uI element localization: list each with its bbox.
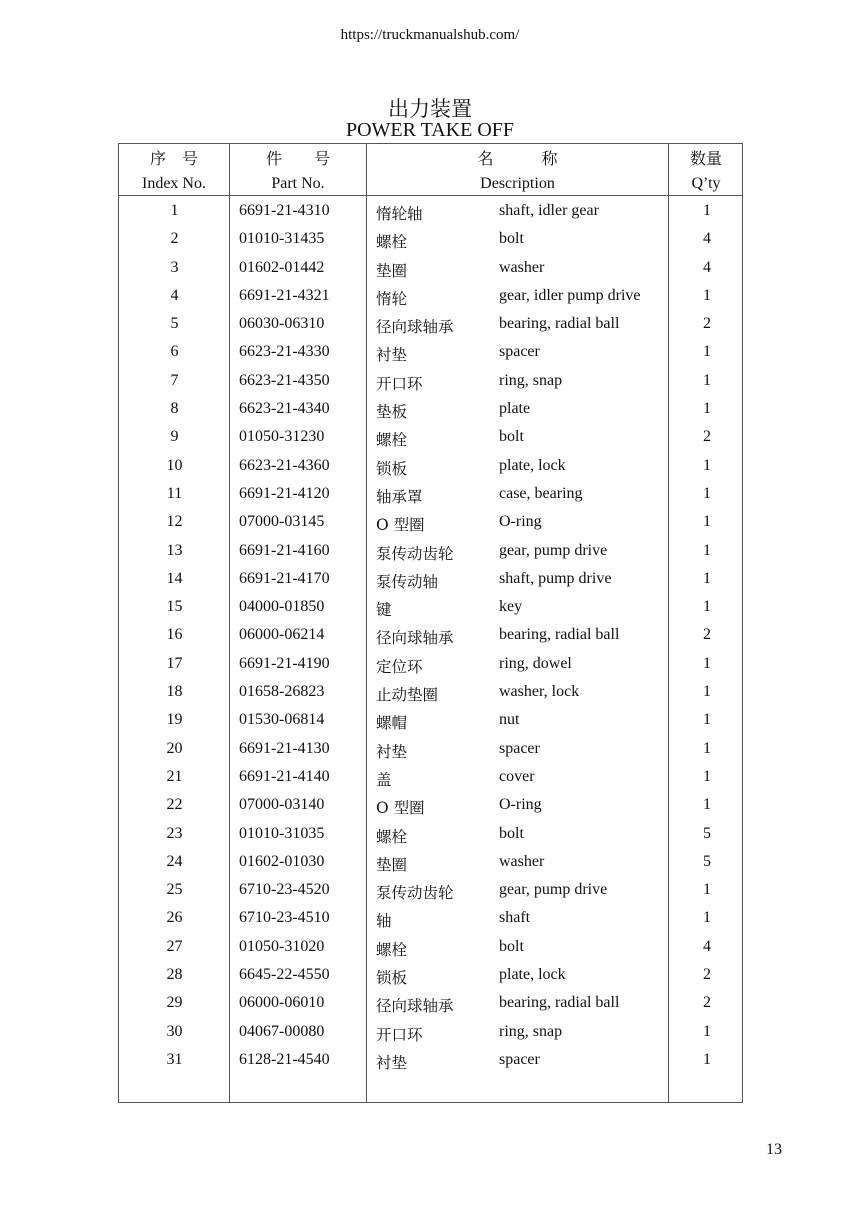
quantity-cell: 1	[703, 1050, 711, 1068]
part-number-cell: 07000-03145	[239, 513, 325, 531]
description-en-cell: plate, lock	[499, 966, 566, 984]
index-cell: 20	[166, 739, 183, 757]
quantity-cell: 2	[703, 315, 711, 333]
quantity-cell: 1	[703, 456, 711, 474]
index-cell: 3	[170, 258, 179, 276]
description-cn-cell: 锁板	[376, 969, 408, 988]
description-en-cell: ring, snap	[499, 371, 563, 389]
index-cell: 8	[170, 400, 179, 418]
index-cell: 16	[166, 626, 183, 644]
index-cell: 22	[166, 796, 183, 814]
description-cn-cell: 径向球轴承	[376, 318, 454, 337]
index-cell: 19	[166, 711, 183, 729]
description-cn-cell: 径向球轴承	[376, 629, 454, 648]
part-number-cell: 6691-21-4160	[239, 541, 330, 559]
part-number-cell: 6691-21-4310	[239, 202, 330, 219]
table-row	[119, 653, 742, 681]
description-en-cell: spacer	[499, 1050, 540, 1068]
quantity-cell: 1	[703, 767, 711, 785]
description-cn-cell: 泵传动齿轮	[376, 544, 454, 563]
index-cell: 21	[166, 767, 183, 785]
index-cell: 4	[170, 286, 179, 304]
index-cell: 13	[166, 541, 183, 559]
part-number-cell: 6691-21-4170	[239, 569, 330, 587]
quantity-cell: 4	[703, 937, 711, 955]
description-en-cell: ring, snap	[499, 1022, 563, 1040]
header-part-cn: 件 号	[265, 149, 330, 168]
description-en-cell: gear, pump drive	[499, 541, 608, 559]
index-cell: 6	[170, 343, 179, 361]
part-number-cell: 6710-23-4520	[239, 881, 330, 899]
table-row	[119, 257, 742, 285]
description-en-cell: plate, lock	[499, 456, 566, 474]
quantity-cell: 1	[703, 286, 711, 304]
header-quantity-en: Q’ty	[691, 175, 721, 192]
quantity-cell: 2	[703, 994, 711, 1012]
quantity-cell: 1	[703, 909, 711, 927]
table-row	[119, 398, 742, 426]
description-en-cell: bolt	[499, 937, 524, 955]
table-row	[119, 709, 742, 737]
description-en-cell: spacer	[499, 343, 540, 361]
header-quantity	[669, 146, 743, 196]
quantity-cell: 2	[703, 966, 711, 984]
quantity-cell: 1	[703, 881, 711, 899]
header-quantity-cn: 数量	[689, 149, 722, 168]
description-en-cell: bolt	[499, 428, 524, 446]
description-en-cell: bearing, radial ball	[499, 315, 620, 333]
quantity-cell: 1	[703, 711, 711, 729]
index-cell: 1	[170, 202, 179, 219]
description-cn-cell: 螺栓	[376, 233, 408, 252]
index-cell: 18	[166, 683, 183, 701]
index-cell: 14	[166, 569, 183, 587]
part-number-cell: 01530-06814	[239, 711, 325, 729]
description-en-cell: plate	[499, 400, 531, 418]
description-cn-cell: 垫圈	[376, 855, 408, 874]
part-number-cell: 6128-21-4540	[239, 1050, 330, 1068]
header-description-en: Description	[480, 175, 555, 192]
description-en-cell: washer	[499, 852, 545, 870]
description-en-cell: washer, lock	[499, 683, 580, 701]
index-cell: 5	[170, 315, 179, 333]
description-en-cell: cover	[499, 767, 535, 785]
quantity-cell: 1	[703, 513, 711, 531]
quantity-cell: 1	[703, 541, 711, 559]
description-cn-cell: 衬垫	[376, 1053, 408, 1072]
index-cell: 9	[170, 428, 179, 446]
quantity-cell: 4	[703, 230, 711, 248]
page-number: 13	[766, 1141, 782, 1158]
table-row	[119, 823, 742, 851]
description-en-cell: bolt	[499, 230, 524, 248]
part-number-cell: 04000-01850	[239, 598, 325, 616]
table-row	[119, 936, 742, 964]
table-row	[119, 624, 742, 652]
part-number-cell: 01010-31035	[239, 824, 325, 842]
table-row	[119, 341, 742, 369]
table-row	[119, 1049, 742, 1077]
part-number-cell: 01010-31435	[239, 230, 325, 248]
part-number-cell: 6645-22-4550	[239, 966, 330, 984]
part-number-cell: 6710-23-4510	[239, 909, 330, 927]
index-cell: 28	[166, 966, 183, 984]
part-number-cell: 6691-21-4120	[239, 484, 330, 502]
index-cell: 30	[166, 1022, 183, 1040]
part-number-cell: 6691-21-4190	[239, 654, 330, 672]
quantity-cell: 1	[703, 1022, 711, 1040]
parts-rows	[119, 200, 742, 1077]
header-index-cn: 序 号	[149, 149, 198, 168]
description-en-cell: bearing, radial ball	[499, 626, 620, 644]
quantity-cell: 1	[703, 739, 711, 757]
table-row	[119, 596, 742, 624]
part-number-cell: 06000-06214	[239, 626, 325, 644]
page-title-english: POWER TAKE OFF	[345, 119, 515, 141]
index-cell: 29	[166, 994, 183, 1012]
table-row	[119, 228, 742, 256]
description-en-cell: bearing, radial ball	[499, 994, 620, 1012]
part-number-cell: 01602-01442	[239, 258, 325, 276]
header-description-cn: 名 称	[477, 149, 558, 168]
index-cell: 23	[166, 824, 183, 842]
quantity-cell: 1	[703, 654, 711, 672]
description-cn-cell: O 型圈	[376, 799, 425, 818]
index-cell: 27	[166, 937, 183, 955]
description-cn-cell: 止动垫圈	[376, 686, 439, 705]
index-cell: 17	[166, 654, 183, 672]
description-cn-cell: 锁板	[376, 459, 408, 478]
quantity-cell: 2	[703, 428, 711, 446]
description-cn-cell: 开口环	[376, 1025, 423, 1044]
quantity-cell: 1	[703, 400, 711, 418]
table-row	[119, 794, 742, 822]
description-en-cell: key	[499, 598, 523, 616]
header-index-en: Index No.	[142, 175, 206, 192]
table-row	[119, 540, 742, 568]
description-cn-cell: 轴承罩	[376, 487, 423, 506]
table-row	[119, 313, 742, 341]
description-en-cell: spacer	[499, 739, 540, 757]
description-cn-cell: 轴	[376, 912, 392, 931]
index-cell: 11	[166, 484, 183, 502]
description-cn-cell: 衬垫	[376, 346, 408, 365]
description-en-cell: shaft	[499, 909, 531, 927]
index-cell: 15	[166, 598, 183, 616]
description-cn-cell: 衬垫	[376, 742, 408, 761]
description-en-cell: nut	[499, 711, 520, 729]
table-row	[119, 200, 742, 228]
quantity-cell: 5	[703, 824, 711, 842]
part-number-cell: 6623-21-4360	[239, 456, 330, 474]
description-en-cell: shaft, idler gear	[499, 202, 599, 219]
table-row	[119, 879, 742, 907]
quantity-cell: 4	[703, 258, 711, 276]
index-cell: 10	[166, 456, 183, 474]
quantity-cell: 1	[703, 598, 711, 616]
index-cell: 26	[166, 909, 183, 927]
table-row	[119, 285, 742, 313]
description-en-cell: O-ring	[499, 513, 542, 531]
table-row	[119, 370, 742, 398]
part-number-cell: 04067-00080	[239, 1022, 325, 1040]
table-row	[119, 511, 742, 539]
index-cell: 2	[170, 230, 179, 248]
part-number-cell: 06030-06310	[239, 315, 325, 333]
description-en-cell: case, bearing	[499, 484, 583, 502]
quantity-cell: 1	[703, 796, 711, 814]
header-part	[230, 146, 366, 196]
description-cn-cell: 盖	[376, 770, 392, 789]
table-row	[119, 568, 742, 596]
header-description	[367, 146, 668, 196]
quantity-cell: 1	[703, 683, 711, 701]
table-row	[119, 738, 742, 766]
description-cn-cell: 径向球轴承	[376, 997, 454, 1016]
description-en-cell: washer	[499, 258, 545, 276]
quantity-cell: 1	[703, 202, 711, 219]
part-number-cell: 6623-21-4350	[239, 371, 330, 389]
description-cn-cell: 惰轮轴	[376, 205, 423, 223]
description-cn-cell: 泵传动轴	[376, 572, 439, 591]
description-cn-cell: 螺栓	[376, 827, 408, 846]
description-cn-cell: O 型圈	[376, 516, 425, 535]
description-en-cell: O-ring	[499, 796, 542, 814]
table-row	[119, 851, 742, 879]
quantity-cell: 1	[703, 484, 711, 502]
index-cell: 12	[166, 513, 183, 531]
index-cell: 24	[166, 852, 183, 870]
quantity-cell: 2	[703, 626, 711, 644]
description-cn-cell: 开口环	[376, 374, 423, 393]
description-cn-cell: 螺栓	[376, 940, 408, 959]
table-row	[119, 964, 742, 992]
part-number-cell: 6623-21-4330	[239, 343, 330, 361]
page-title-chinese: 出力装置	[388, 97, 472, 121]
quantity-cell: 1	[703, 371, 711, 389]
header-index	[119, 146, 229, 196]
description-en-cell: gear, idler pump drive	[499, 286, 641, 304]
parts-table	[118, 143, 743, 1103]
part-number-cell: 01050-31020	[239, 937, 325, 955]
table-row	[119, 1021, 742, 1049]
quantity-cell: 1	[703, 343, 711, 361]
description-en-cell: gear, pump drive	[499, 881, 608, 899]
part-number-cell: 6691-21-4321	[239, 286, 330, 304]
table-row	[119, 907, 742, 935]
table-row	[119, 681, 742, 709]
table-row	[119, 426, 742, 454]
part-number-cell: 6691-21-4140	[239, 767, 330, 785]
index-cell: 31	[166, 1050, 183, 1068]
index-cell: 25	[166, 881, 183, 899]
table-row	[119, 483, 742, 511]
description-cn-cell: 螺栓	[376, 431, 408, 450]
description-en-cell: shaft, pump drive	[499, 569, 612, 587]
description-cn-cell: 垫板	[376, 403, 408, 422]
table-row	[119, 766, 742, 794]
description-cn-cell: 定位环	[376, 657, 423, 676]
source-url[interactable]: https://truckmanualshub.com/	[340, 27, 520, 43]
description-cn-cell: 惰轮	[376, 289, 408, 308]
description-cn-cell: 泵传动齿轮	[376, 884, 454, 903]
description-en-cell: ring, dowel	[499, 654, 572, 672]
part-number-cell: 6623-21-4340	[239, 400, 330, 418]
table-row	[119, 455, 742, 483]
quantity-cell: 1	[703, 569, 711, 587]
part-number-cell: 07000-03140	[239, 796, 325, 814]
part-number-cell: 01658-26823	[239, 683, 325, 701]
part-number-cell: 01602-01030	[239, 852, 325, 870]
table-row	[119, 992, 742, 1020]
part-number-cell: 6691-21-4130	[239, 739, 330, 757]
description-cn-cell: 垫圈	[376, 261, 408, 280]
description-en-cell: bolt	[499, 824, 524, 842]
description-cn-cell: 螺帽	[376, 714, 408, 733]
description-cn-cell: 键	[376, 601, 392, 620]
index-cell: 7	[170, 371, 179, 389]
header-part-en: Part No.	[271, 175, 325, 192]
quantity-cell: 5	[703, 852, 711, 870]
part-number-cell: 01050-31230	[239, 428, 325, 446]
part-number-cell: 06000-06010	[239, 994, 325, 1012]
